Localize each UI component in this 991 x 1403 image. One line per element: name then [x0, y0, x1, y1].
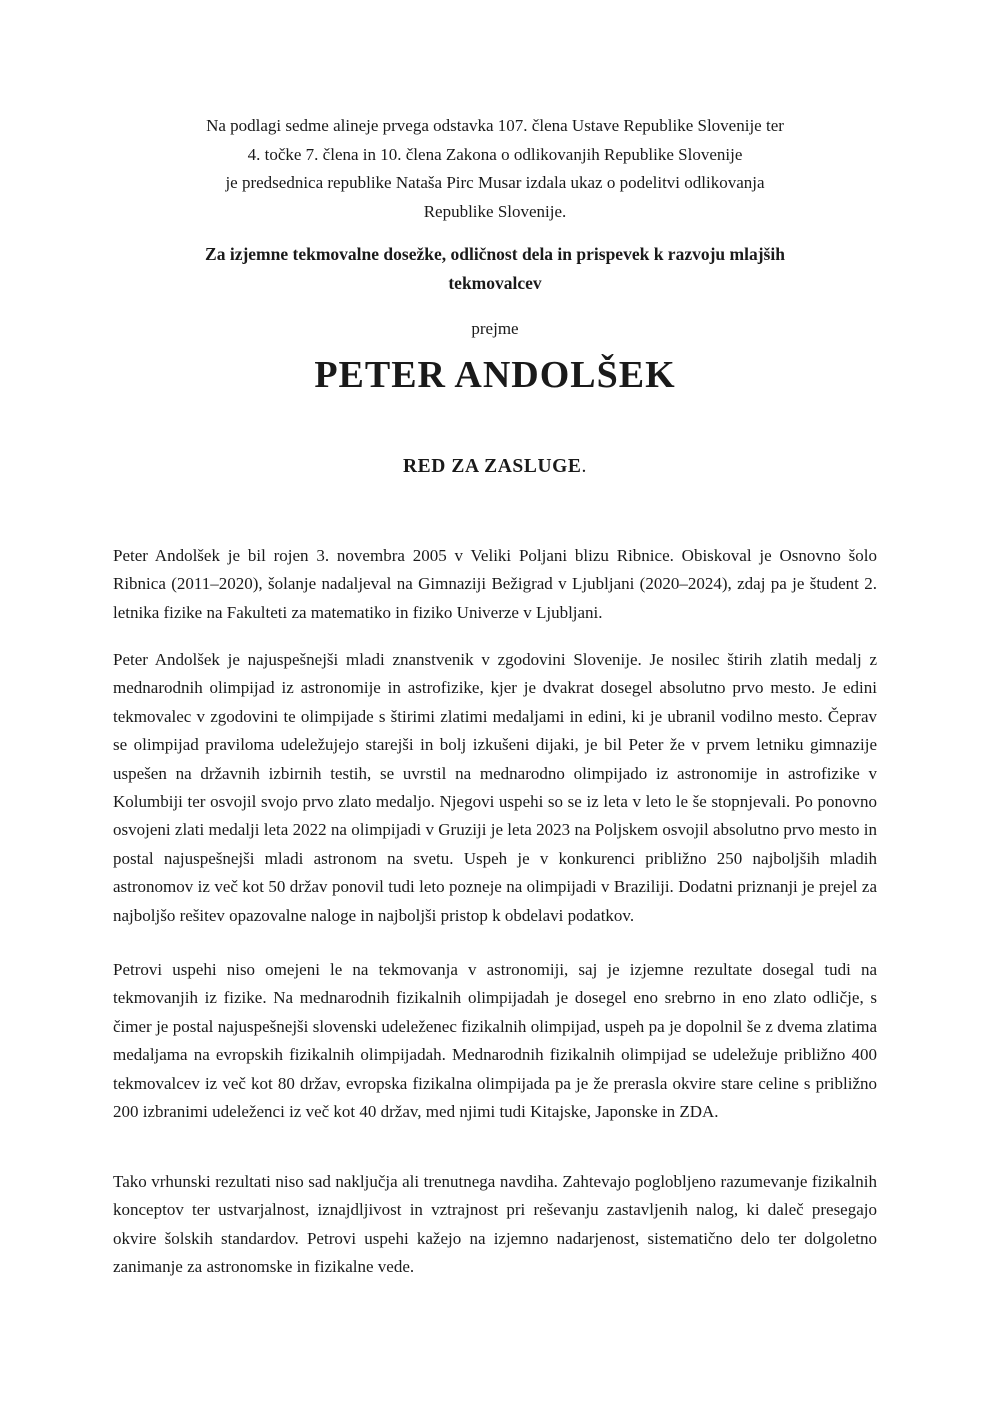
- honor-title-text: RED ZA ZASLUGE: [402, 456, 582, 477]
- body-paragraph-conclusion: Tako vrhunski rezultati niso sad naključja ali trenutnega navdiha. Zahtevajo poglobljeno razumevanje fizikalnih konceptov ter ustvarjalnost, iznajdljivost in vztrajnost pri reševanju zastavljenih nalog, ki daleč presegajo okvire šolskih standardov. Petrovi uspehi kažejo na izjemno nadarjenost, sistematično delo ter dolgoletno zanimanje za astronomske in fizikalne vede.: [113, 1172, 877, 1277]
- preamble-line: Republike Slovenije.: [423, 201, 567, 221]
- prejme-label: prejme: [471, 319, 519, 338]
- preamble-line: je predsednica republike Nataša Pirc Musar izdala ukaz o podelitvi odlikovanja: [225, 173, 765, 192]
- body-paragraph-astronomy-achievements: Peter Andolšek je najuspešnejši mladi znanstvenik v zgodovini Slovenije. Je nosilec štirih zlatih medalj z mednarodnih olimpijad iz astronomije in astrofizike, kjer je dvakrat dosegel absolutno prvo mesto. Je edini tekmovalec v zgodovini te olimpijade s štirimi zlatimi medaljami in edini, ki je ubranil vodilno mesto. Čeprav se olimpijad praviloma udeležujejo starejši in bolj izkušeni dijaki, je bil Peter že v prvem letniku gimnazije uspešen na državnih izbirnih testih, se uvrstil na mednarodno olimpijado iz astronomije in astrofizike v Kolumbiji ter osvojil svojo prvo zlato medaljo. Njegovi uspehi so se iz leta v leto le še stopnjevali. Po ponovno osvojeni zlati medalji leta 2022 na olimpijadi v Gruziji je leta 2023 na Poljskem osvojil absolutno prvo mesto in postal najuspešnejši mladi astronom na svetu. Uspeh je v konkurenci približno 250 najboljših mladih astronomov iz več kot 50 držav ponovil tudi leto pozneje na olimpijadi v Braziliji. Dodatni priznanji je prejel za najboljšo rešitev opazovalne naloge in najboljši pristop k obdelavi podatkov.: [113, 650, 877, 925]
- preamble: [113, 112, 877, 226]
- body-paragraph-physics-achievements: Petrovi uspehi niso omejeni le na tekmovanja v astronomiji, saj je izjemne rezultate dosegal tudi na tekmovanjih iz fizike. Na mednarodnih fizikalnih olimpijadah je dosegel eno srebrno in eno zlato odličje, s čimer je postal najuspešnejši slovenski udeleženec fizikalnih olimpijad, uspeh pa je dopolnil še z dvema zlatima medaljama na evropskih fizikalnih olimpijadah. Mednarodnih fizikalnih olimpijad se udeležuje približno 400 tekmovalcev iz več kot 80 držav, evropska fizikalna olimpijada pa je že prerasla okvire stare celine s približno 200 izbranimi udeleženci iz več kot 40 držav, med njimi tudi Kitajske, Japonske in ZDA.: [113, 960, 877, 1122]
- honor-title: [113, 452, 877, 481]
- recipient-name: PETER ANDOLŠEK: [314, 354, 676, 396]
- citation-line: tekmovalcev: [448, 272, 542, 293]
- citation-statement: [113, 240, 877, 297]
- body-paragraph-biography: Peter Andolšek je bil rojen 3. novembra 2005 v Veliki Poljani blizu Ribnice. Obiskoval je Osnovno šolo Ribnica (2011–2020), šolanje nadaljeval na Gimnaziji Bežigrad v Ljubljani (2020–2024), zdaj pa je študent 2. letnika fizike na Fakulteti za matematiko in fiziko Univerze v Ljubljani.: [113, 546, 877, 622]
- citation-line: Za izjemne tekmovalne dosežke, odličnost dela in prispevek k razvoju mlajših: [205, 244, 785, 264]
- preamble-line: Na podlagi sedme alineje prvega odstavka 107. člena Ustave Republike Slovenije ter: [206, 116, 784, 135]
- preamble-line: 4. točke 7. člena in 10. člena Zakona o odlikovanjih Republike Slovenije: [247, 144, 743, 164]
- honor-title-period: .: [581, 456, 587, 477]
